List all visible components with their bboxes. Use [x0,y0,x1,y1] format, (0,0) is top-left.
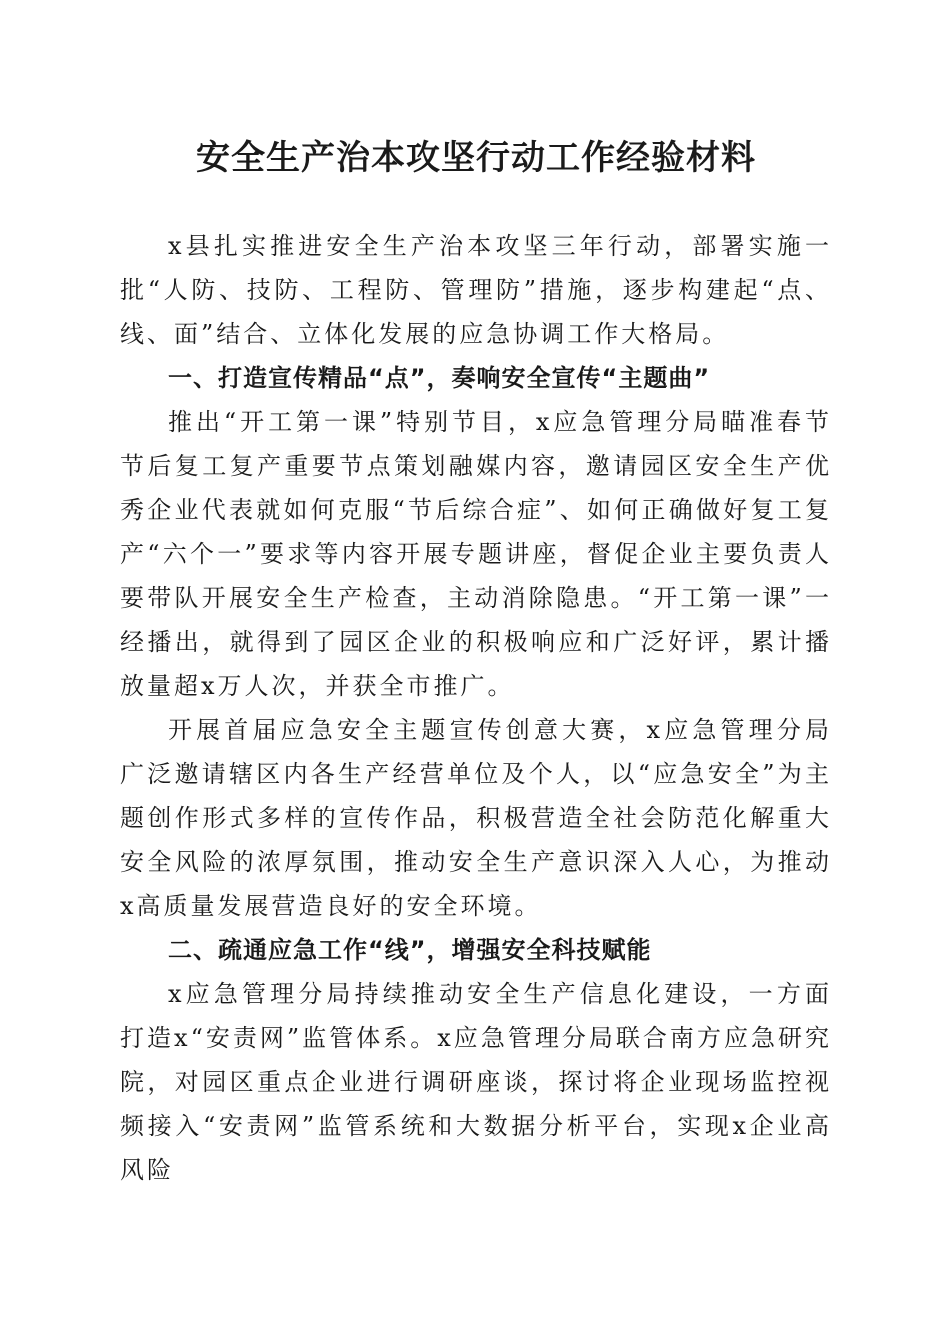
paragraph-section1-1: 推出“开工第一课”特别节目，x应急管理分局瞄准春节节后复工复产重要节点策划融媒内容，邀请园区安全生产优秀企业代表就如何克服“节后综合症”、如何正确做好复工复产“六个一”要求等内容开展专题讲座，督促企业主要负责人要带队开展安全生产检查，主动消除隐患。“开工第一课”一经播出，就得到了园区企业的积极响应和广泛好评，累计播放量超x万人次，并获全市推广。 [120,408,832,700]
section-heading-1: 一、打造宣传精品“点”，奏响安全宣传“主题曲” [168,364,711,392]
document-page [120,128,832,1192]
paragraph-section1-2: 开展首届应急安全主题宣传创意大赛，x应急管理分局广泛邀请辖区内各生产经营单位及个人，以“应急安全”为主题创作形式多样的宣传作品，积极营造全社会防范化解重大安全风险的浓厚氛围，推动安全生产意识深入人心，为推动x高质量发展营造良好的安全环境。 [120,716,832,920]
paragraph-section2-1: x应急管理分局持续推动安全生产信息化建设，一方面打造x“安责网”监管体系。x应急管理分局联合南方应急研究院，对园区重点企业进行调研座谈，探讨将企业现场监控视频接入“安责网”监管系统和大数据分析平台，实现x企业高风险 [120,980,832,1184]
paragraph-intro: x县扎实推进安全生产治本攻坚三年行动，部署实施一批“人防、技防、工程防、管理防”措施，逐步构建起“点、线、面”结合、立体化发展的应急协调工作大格局。 [120,232,832,348]
document-title: 安全生产治本攻坚行动工作经验材料 [196,138,756,178]
section-heading-2: 二、疏通应急工作“线”，增强安全科技赋能 [168,936,652,964]
